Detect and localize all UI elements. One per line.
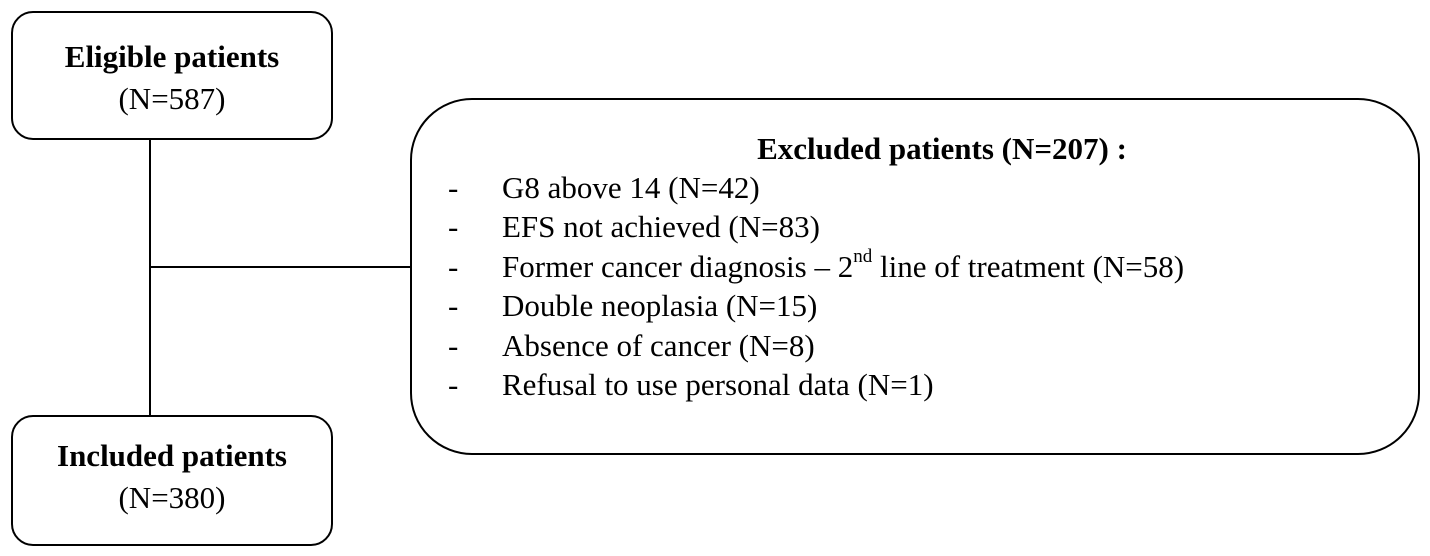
bullet-dash: -	[448, 209, 459, 245]
exclusion-item	[448, 207, 1184, 246]
eligible-patients-count: (N=587)	[118, 81, 226, 116]
exclusion-item-text-after: line of treatment (N=58)	[872, 248, 1185, 284]
bullet-dash: -	[448, 288, 459, 324]
included-patients-title: Included patients	[57, 438, 287, 473]
exclusion-item	[448, 247, 1184, 286]
bullet-dash: -	[448, 248, 459, 284]
exclusion-item-text: G8 above 14 (N=42)	[502, 170, 760, 205]
bullet-dash: -	[448, 327, 459, 363]
exclusion-item-superscript: nd	[853, 246, 873, 268]
exclusion-item	[448, 286, 1184, 325]
exclusion-item-text: Absence of cancer (N=8)	[502, 327, 815, 363]
excluded-patients-title: Excluded patients (N=207) :	[757, 131, 1127, 166]
exclusion-item-text: EFS not achieved (N=83)	[502, 209, 820, 245]
exclusion-item-text: Double neoplasia (N=15)	[502, 288, 818, 324]
vertical-connector-line	[149, 140, 151, 415]
exclusion-item-text-before: Former cancer diagnosis – 2	[502, 248, 854, 284]
exclusion-item-text: Refusal to use personal data (N=1)	[502, 366, 934, 402]
eligible-patients-box	[11, 11, 333, 140]
exclusion-item	[448, 326, 1184, 365]
exclusion-item	[448, 365, 1184, 404]
horizontal-connector-line	[150, 266, 411, 268]
bullet-dash: -	[448, 170, 459, 205]
exclusion-item	[448, 168, 1184, 207]
included-patients-count: (N=380)	[118, 480, 226, 515]
bullet-dash: -	[448, 366, 459, 402]
excluded-patients-box	[410, 98, 1420, 455]
included-patients-box	[11, 415, 333, 546]
exclusion-reasons-list	[448, 168, 1184, 404]
eligible-patients-title: Eligible patients	[64, 39, 280, 74]
